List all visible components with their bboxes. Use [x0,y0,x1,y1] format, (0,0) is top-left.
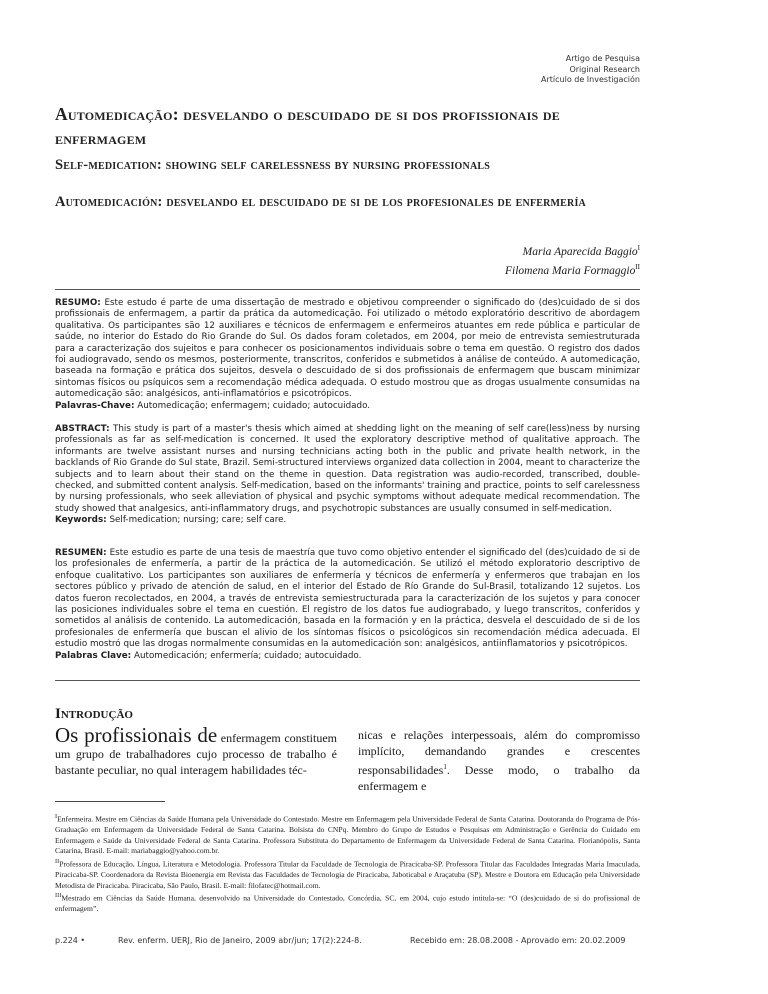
abstract-text: Este estudio es parte de una tesis de maestría que tuvo como objetivo entender el significado del (des)cuidado de si de los profesionales de enfermería, a partir de la práctica de la automedicación. Se utilizó el método exploratorio descriptivo de enfoque cualitativo. Los participantes son auxiliares de enfermería y técnicos de enfermería y enfermeros que trabajan en los sectores público y privado de atención de salud, en el interior del Estado de Río Grande do Sul-Brasil, totalizando 12 sujetos. Los datos fueron recolectados, en 2004, a través de entrevista semiestructurada para la caracterización de los sujetos y para conocer las posiciones individuales sobre el tema en cuestión. El registro de los datos fue audiograbado, y luego transcritos, conferidos y sometidos al análisis de contenido. La automedicación, basada en la formación y en la práctica, desvela el descuidado de si de los profesionales de enfermería que buscan el alivio de los síntomas físicos o psicológicos sin recomendación médica adecuada. El estudio mostró que las drogas normalmente consumidas en la automedicación son: analgésicos, antiinflamatorios y psicotrópicos. [55,548,640,650]
bottom-divider [55,680,640,681]
abstract-english [55,424,640,527]
title-spanish: Automedicación: desvelando el descuidado de si de los profesionales de enfermería [55,194,586,210]
author-2: Filomena Maria Formaggio$^{II}$ [505,263,640,278]
abstract-label: RESUMEN: [55,548,107,558]
keywords-text: Automedicação; enfermagem; cuidado; autocuidado. [137,400,371,411]
intro-text-2a: nicas e relações interpessoais, além do compromisso implícito, demandando grandes e crescentes responsabilidades [358,728,640,777]
intro-text-2b: . Desse modo, o trabalho da enfermagem e [358,763,640,793]
footnotes [55,812,640,915]
reference-marker: 1 [443,763,447,771]
article-type-pt: Artigo de Pesquisa [565,54,640,63]
abstract-text: Este estudo é parte de uma dissertação de mestrado e objetivou compreender o significado do (des)cuidado de si dos profissionais de enfermagem, a partir da prática da automedicação. Foi utilizado o método exploratório descritivo de abordagem qualitativa. Os participantes são 12 auxiliares e técnicos de enfermagem e enfermeiros atuantes em rede pública e particular de saúde, no interior do Estado do Rio Grande do Sul. Os dados foram coletados, em 2004, por meio de entrevista semiestruturada para a caracterização dos sujeitos e para conhecer os posicionamentos individuais sobre o tema em questão. O registro dos dados foi audiogravado, sendo os mesmos, posteriormente, transcritos, conferidos e submetidos à análise de conteúdo. A automedicação, baseada na formação e prática dos sujeitos, desvela o descuidado de si dos profissionais de enfermagem que buscam minimizar sintomas físicos ou psíquicos sem a recomendação médica adequada. O estudo mostrou que as drogas usualmente consumidas na automedicação são: analgésicos, anti-inflamatórios e psicotrópicos. [55,298,640,400]
footnote-1: $^I$Enfermeira. Mestre em Ciências da Saúde Humana pela Universidade do Contestado. Mestre em Enfermagem pela Universidade Federal de Santa Catarina. Doutoranda do Programa de Pós-Graduação em Enfermagem da Universidade Federal de Santa Catarina. Bolsista do CNPq. Membro do Grupo de Estudos e Pesquisas em Administração e Gerência do Cuidado em Enfermagem e Saúde da Universidade Federal de Santa Catarina. Professora Substituta do Departamento de Enfermagem da Universidade Federal de Santa Catarina. Florianópolis, Santa Catarina, Brasil. E-mail: mariabaggio@yahoo.com.br. [55,813,640,856]
abstract-text: This study is part of a master's thesis which aimed at shedding light on the meaning of self care(less)ness by nursing professionals as far as self-medication is concerned. It used the exploratory descriptive method of qualitative approach. The informants are twelve assistant nurses and nursing technicians acting both in the public and private health network, in the backlands of Rio Grande do Sul state, Brazil. Semi-structured interviews organized data collection in 2004, meant to characterize the subjects and to learn about their stand on the theme in question. Data registration was audio-recorded, transcribed, double-checked, and submitted content analysis. Self-medication, based on the informants' training and practice, points to self carelessness by nursing professionals, who seek alleviation of physical and psychic symptoms without adequate medical recommendation. The study showed that analgesics, anti-inflammatory drugs, and psychotropic substances are usually consumed in self-medication. [55,424,640,514]
intro-column-2 [358,727,640,794]
journal-citation: Rev. enferm. UERJ, Rio de Janeiro, 2009 abr/jun; 17(2):224-8. [118,936,362,945]
article-type-es: Artículo de Investigación [541,75,640,84]
intro-column-1 [55,723,337,778]
intro-dropcap: Os profissionais de [55,723,218,747]
article-type-en: Original Research [569,64,640,74]
abstract-label: RESUMO: [55,298,101,308]
article-type-labels [541,54,640,86]
keywords-label: Palabras Clave: [55,650,132,661]
author-list [505,241,640,280]
page-number: p.224 • [55,936,86,945]
keywords-label: Palavras-Chave: [55,400,135,411]
title-english: Self-medication: showing self carelessness by nursing professionals [55,157,491,173]
abstract-label: ABSTRACT: [55,424,110,434]
intro-text-1: enfermagem constituem um grupo de trabalhadores cujo processo de trabalho é bastante peculiar, no qual interagem habilidades téc- [55,731,337,777]
keywords-text: Automedicación; enfermería; cuidado; autocuidado. [133,650,362,661]
footnote-divider [55,801,165,802]
abstract-portuguese [55,298,640,412]
title-portuguese: Automedicação: desvelando o descuidado de si dos profissionais de enfermagem [55,104,560,148]
footnote-3: $^{III}$Mestrado em Ciências da Saúde Humana, desenvolvido na Universidade do Contestado, Concórdia, SC, em 2004, cujo estudo intitula-se: “O (des)cuidado de si do profissional de enfermagem”. [55,892,640,914]
keywords-text: Self-medication; nursing; care; self care. [109,515,287,526]
section-heading-introduction: Introdução [55,706,133,722]
top-divider [55,289,640,290]
abstract-spanish [55,548,640,662]
received-approved-dates: Recebido em: 28.08.2008 - Aprovado em: 20.02.2009 [410,936,626,945]
footnote-2: $^{II}$Professora de Educação, Língua, Literatura e Metodologia. Professora Titular da Faculdade de Tecnologia de Piracicaba-SP. Professora Titular das Faculdades Integradas Maria Imaculada, Piracicaba-SP. Coordenadora da Revista Bioenergia em Revista das Faculdades de Tecnologia de Piracicaba, Jaboticabal e Araçatuba (SP). Mestre e Doutora em Educação pela Universidade Metodista de Piracicaba. Piracicaba, São Paulo, Brasil. E-mail: filofatec@hotmail.com. [55,857,640,890]
keywords-label: Keywords: [55,515,107,526]
author-1: Maria Aparecida Baggio$^I$ [522,244,640,258]
